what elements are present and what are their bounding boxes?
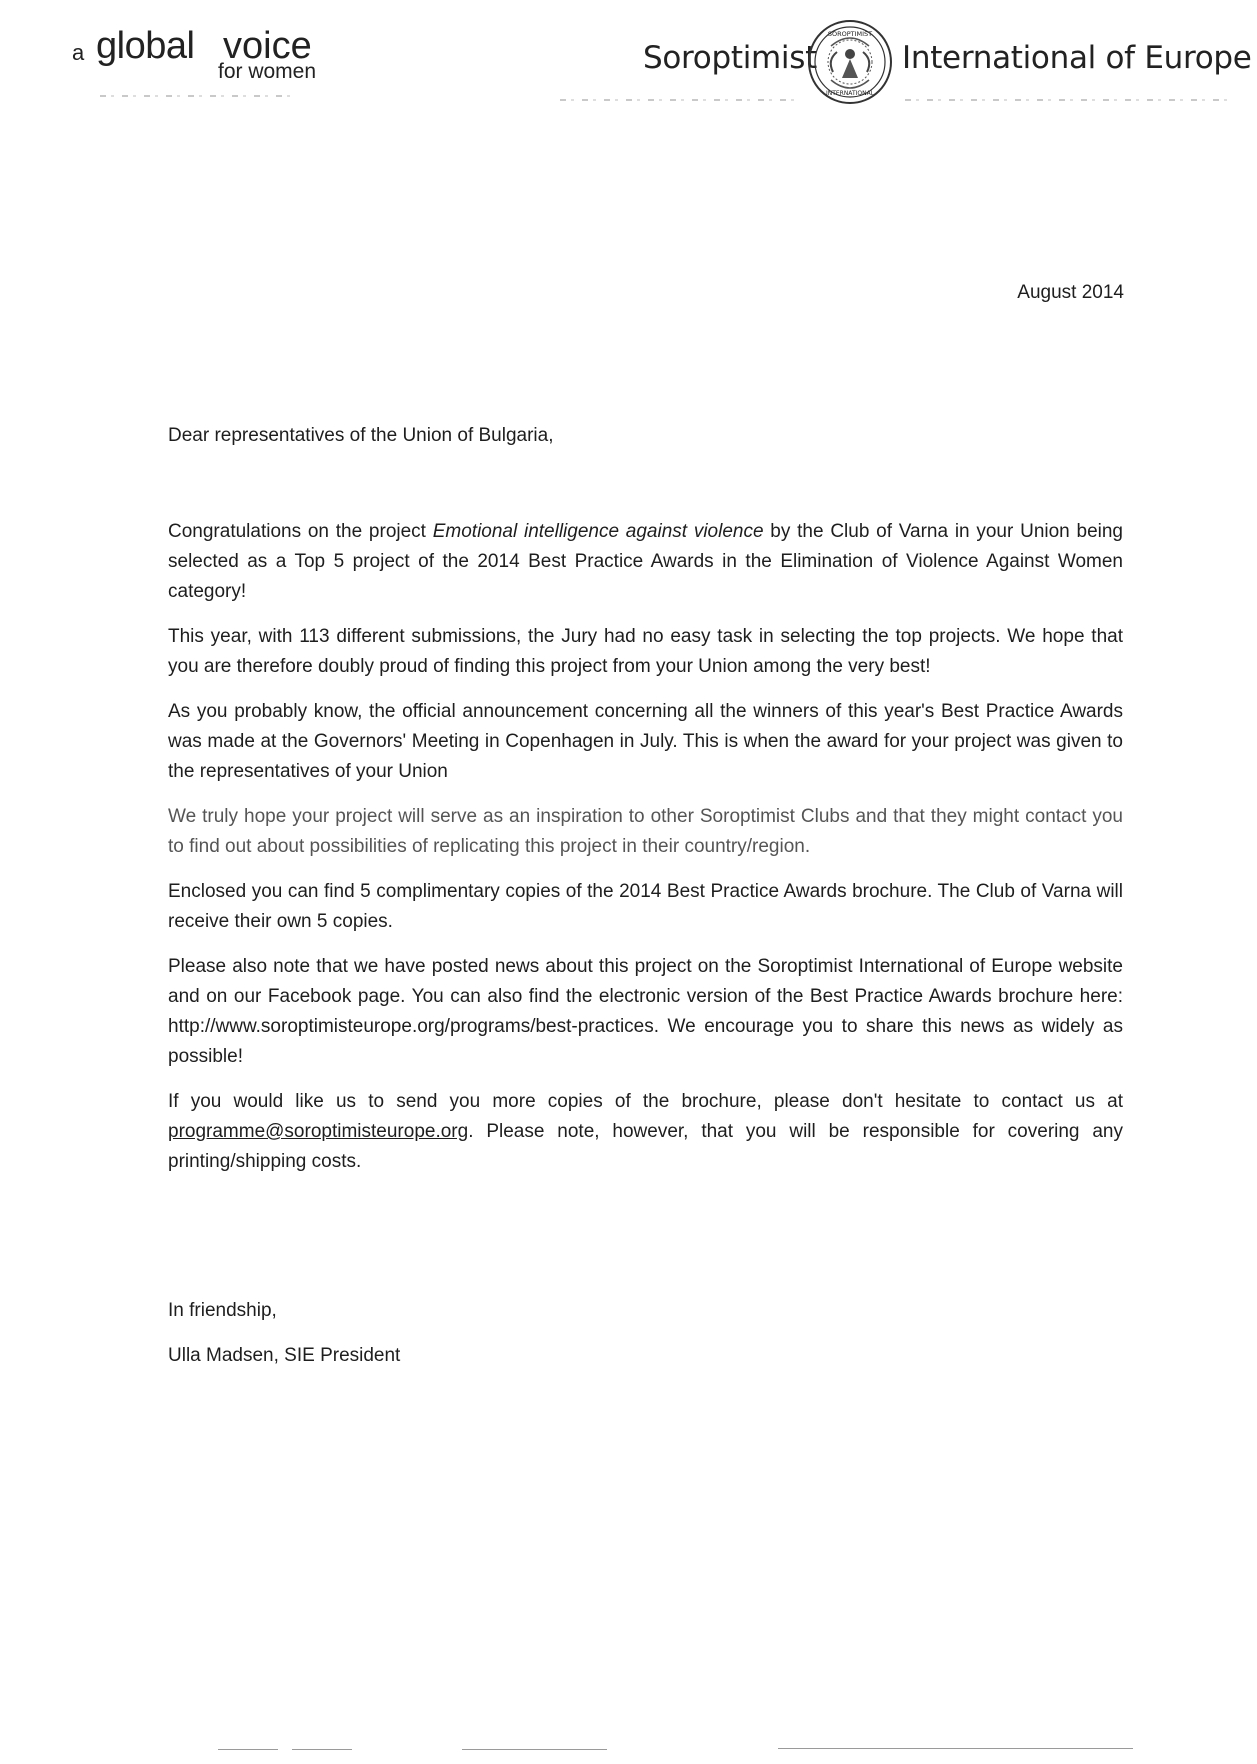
paragraph-enclosed-copies: Enclosed you can find 5 complimentary copies of the 2014 Best Practice Awards brochure. The Club of Varna will receive their own 5 copies.: [168, 881, 1123, 932]
paragraph-submissions: This year, with 113 different submissions, the Jury had no easy task in selecting the top projects. We hope that you are therefore doubly proud of finding this project from your Union among the very best!: [168, 626, 1123, 677]
seal-top-text: SOROPTIMIST: [827, 30, 873, 38]
tagline-for-women: for women: [218, 60, 317, 83]
p7-after: . Please note, however, that you will be responsible for covering any printing/shipping costs.: [168, 1121, 1123, 1172]
p7-before: If you would like us to send you more copies of the brochure, please don't hesitate to contact us at: [168, 1091, 1123, 1112]
letter-salutation: Dear representatives of the Union of Bulgaria,: [168, 425, 554, 446]
footer-scan-line-1: [218, 1749, 278, 1750]
tagline-logo: [58, 20, 317, 83]
header-scan-noise-middle: [560, 99, 800, 101]
footer-scan-line-2: [292, 1749, 352, 1750]
paragraph-news: Please also note that we have posted news about this project on the Soroptimist International of Europe website and on our Facebook page. You can also find the electronic version of the Best Practice Awards brochure here: http://www.soroptimisteurope.org/programs/best-practices. We encourage you to share this news as widely as possible!: [168, 956, 1123, 1067]
tagline-global: global: [96, 25, 195, 67]
project-title: Emotional intelligence against violence: [432, 521, 764, 542]
header-scan-noise-left: [100, 95, 290, 97]
footer-scan-line-3: [462, 1749, 607, 1750]
letter-date: August 2014: [1017, 282, 1124, 303]
p1-before: Congratulations on the project: [168, 521, 433, 542]
soroptimist-seal-icon: [807, 16, 894, 108]
paragraph-contact: [168, 1087, 1123, 1177]
p1-after: by the Club of Varna in your Union being selected as a Top 5 project of the 2014 Best Practice Awards in the Elimination of Violence Against Women category!: [168, 521, 1123, 602]
letter-signature: Ulla Madsen, SIE President: [168, 1345, 401, 1366]
paragraph-congratulations: [168, 517, 1123, 607]
seal-bottom-text: INTERNATIONAL: [825, 90, 875, 97]
paragraph-announcement: As you probably know, the official announcement concerning all the winners of this year's Best Practice Awards was made at the Governors' Meeting in Copenhagen in July. This is when the award for your project was given to the representatives of your Union: [168, 701, 1123, 782]
footer-scan-line-4: [778, 1748, 1133, 1749]
contact-email-link[interactable]: programme@soroptimisteurope.org: [168, 1121, 469, 1142]
letter-closing: In friendship,: [168, 1300, 277, 1321]
org-name-soroptimist: Soroptimist: [643, 40, 817, 76]
header-scan-noise-right: [905, 99, 1230, 101]
letter-body: [168, 517, 1123, 1192]
tagline-voice: voice: [223, 25, 312, 67]
tagline-a: a: [72, 40, 85, 65]
paragraph-inspiration: We truly hope your project will serve as an inspiration to other Soroptimist Clubs and that they might contact you to find out about possibilities of replicating this project in their country/region.: [168, 806, 1123, 857]
org-name-international-of-europe: International of Europe: [902, 40, 1252, 76]
